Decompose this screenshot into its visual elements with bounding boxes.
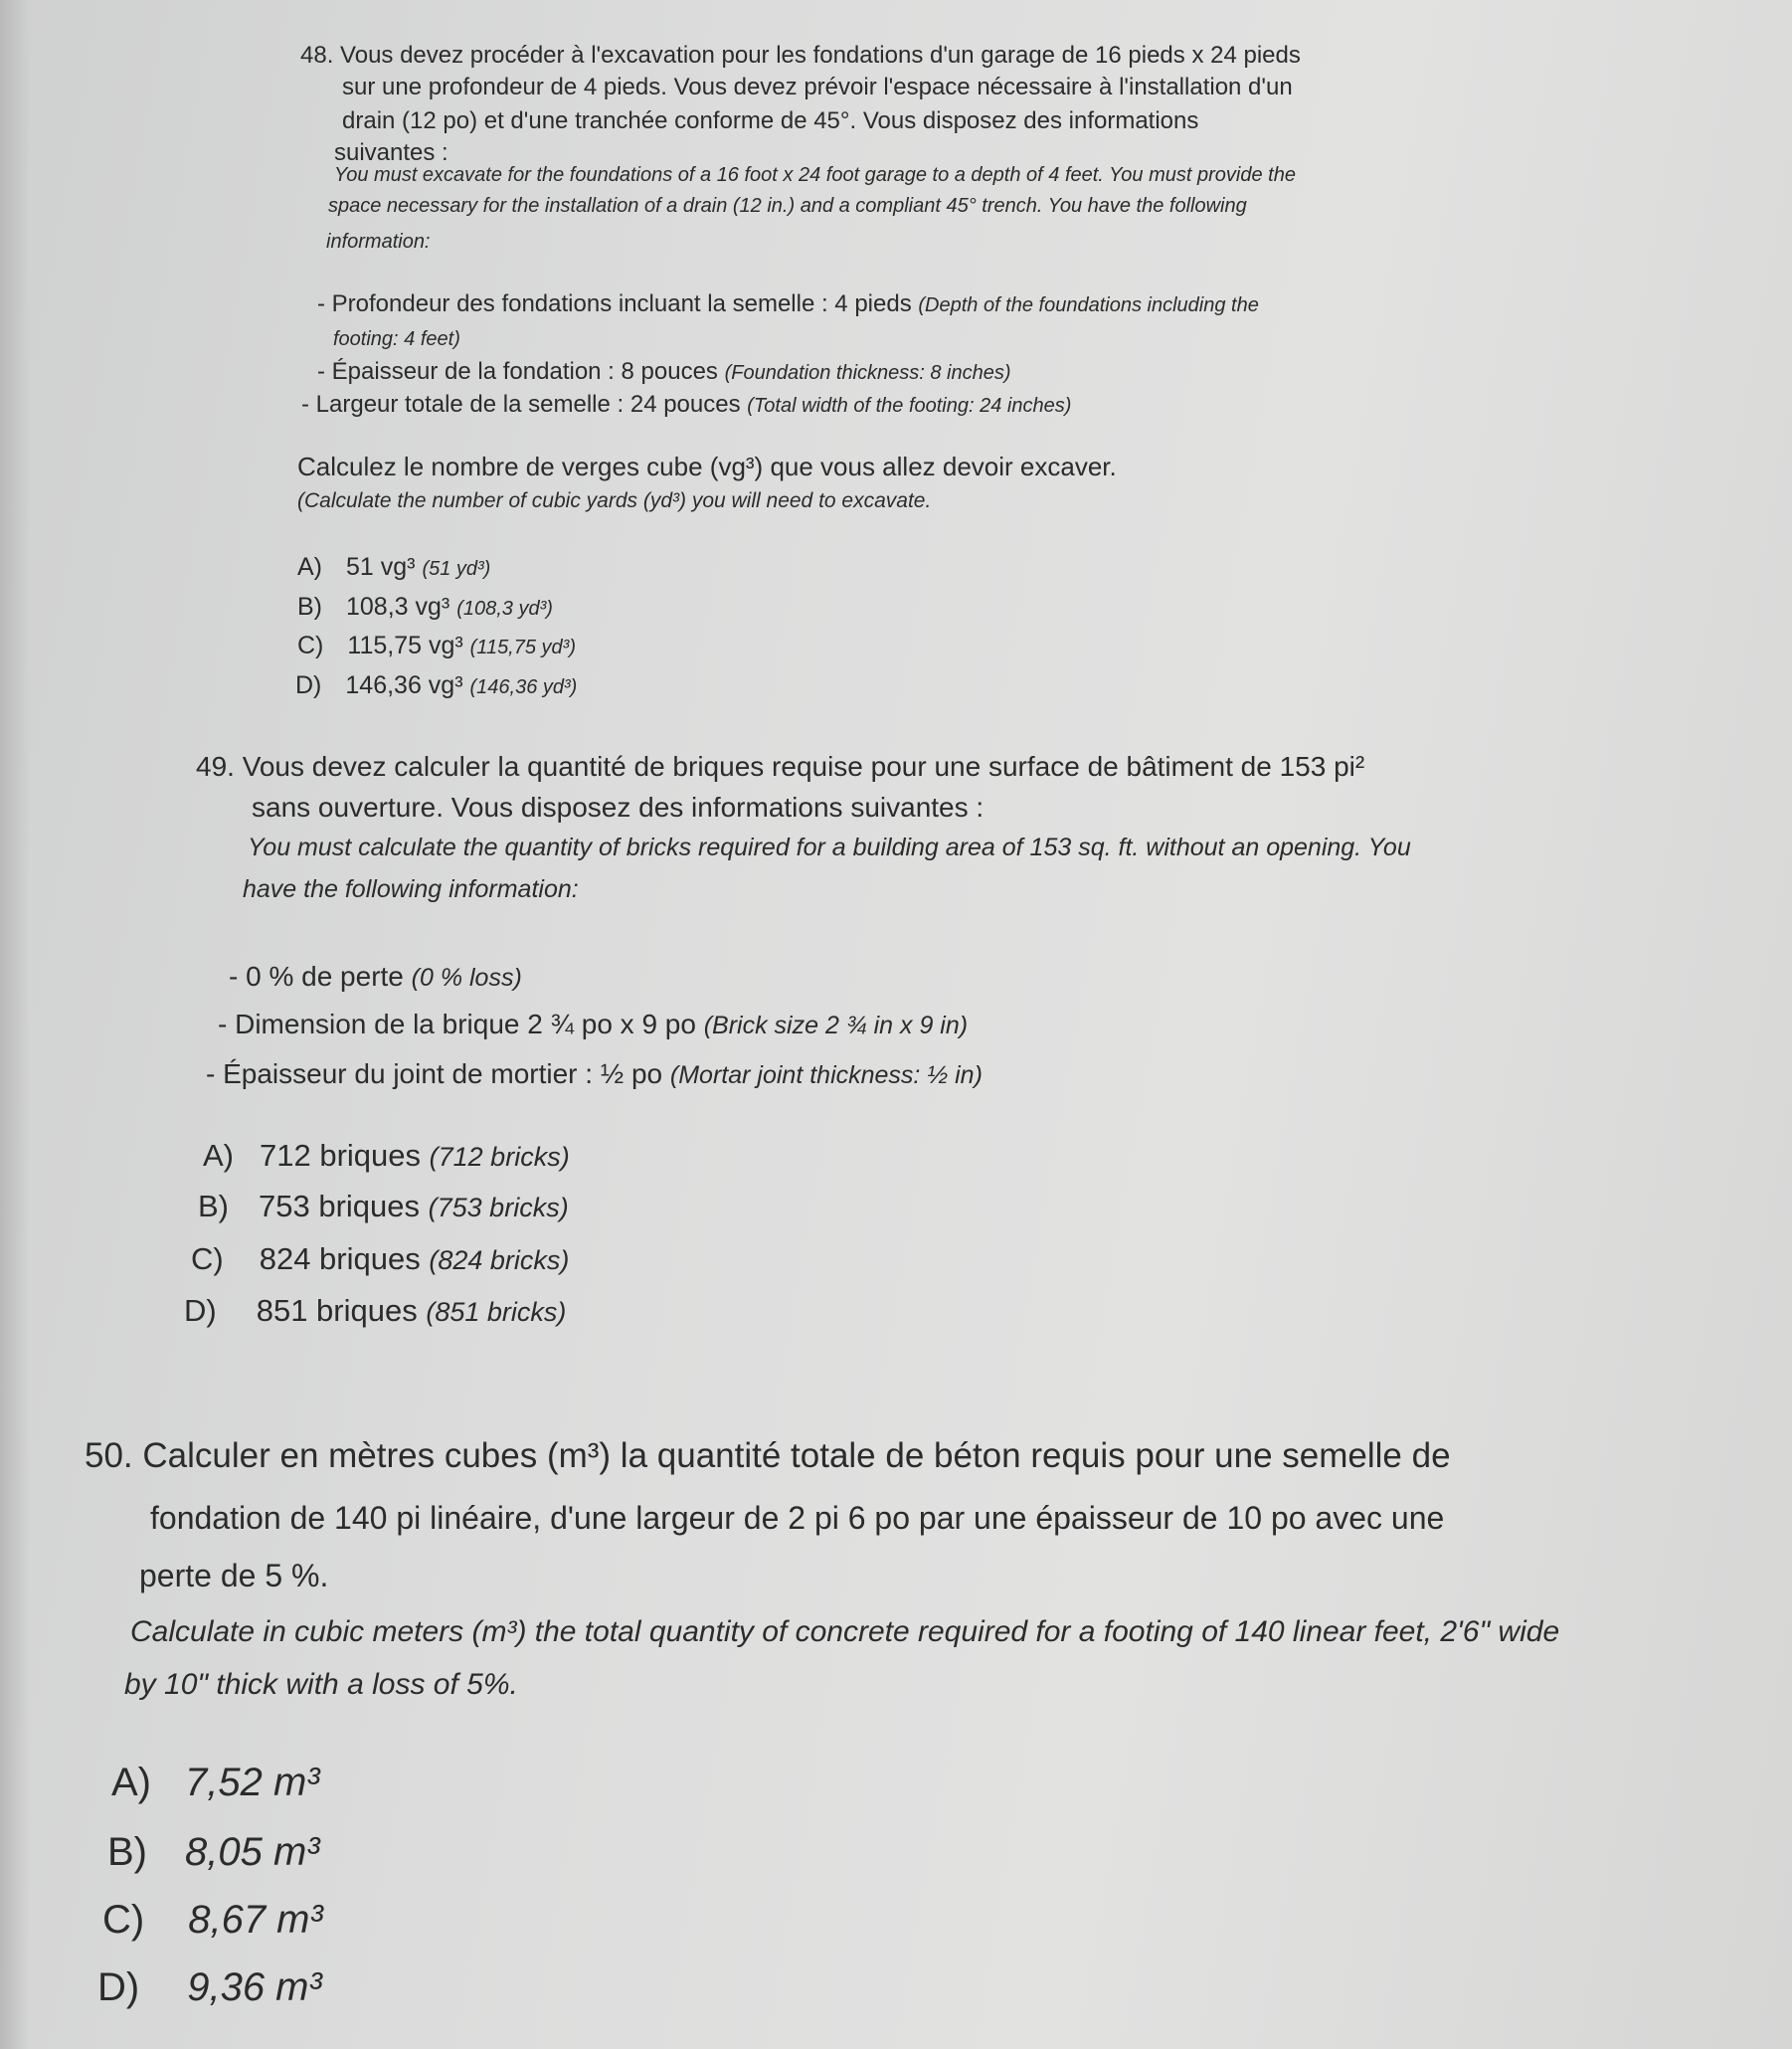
info-fr: - Profondeur des fondations incluant la semelle : 4 pieds	[317, 290, 919, 317]
option-letter: A)	[297, 553, 322, 581]
q48-option-c[interactable]	[297, 632, 576, 660]
info-fr: - Épaisseur de la fondation : 8 pouces	[317, 358, 725, 385]
q49-text-line: 49. Vous devez calculer la quantité de briques requise pour une surface de bâtiment de 153 pi²	[196, 751, 1365, 782]
option-value: 51 vg³	[346, 553, 416, 581]
q49-option-d[interactable]	[184, 1293, 566, 1329]
option-en: (753 bricks)	[428, 1193, 569, 1222]
q49-info-loss	[229, 961, 522, 993]
option-letter: D)	[295, 671, 322, 699]
q48-info-depth-cont: footing: 4 feet)	[333, 328, 460, 350]
q50-option-c[interactable]	[102, 1898, 323, 1943]
q50-option-a[interactable]	[111, 1761, 320, 1805]
q49-english-line: have the following information:	[243, 875, 579, 903]
q48-question: Calculez le nombre de verges cube (vg³) que vous allez devoir excaver.	[297, 452, 1117, 481]
option-value: 9,36 m³	[187, 1965, 322, 2009]
info-fr: - 0 % de perte	[229, 961, 412, 992]
option-en: (146,36 yd³)	[469, 676, 578, 698]
option-letter: B)	[107, 1830, 147, 1874]
option-letter: A)	[111, 1761, 151, 1804]
option-value: 851 briques	[256, 1293, 418, 1328]
option-en: (851 bricks)	[426, 1297, 567, 1327]
option-letter: D)	[184, 1293, 217, 1328]
q48-english-line: information:	[326, 231, 431, 253]
option-en: (108,3 yd³)	[456, 598, 553, 620]
option-value: 108,3 vg³	[346, 593, 450, 621]
q49-english-line: You must calculate the quantity of bricks required for a building area of 153 sq. ft. without an opening. You	[248, 834, 1411, 861]
option-value: 8,67 m³	[188, 1898, 323, 1942]
q50-text-line: perte de 5 %.	[139, 1558, 329, 1593]
info-en: (Total width of the footing: 24 inches)	[747, 395, 1072, 417]
q48-text-line: drain (12 po) et d'une tranchée conforme de 45°. Vous disposez des informations	[342, 107, 1199, 134]
info-fr: - Épaisseur du joint de mortier : ½ po	[206, 1058, 670, 1089]
option-value: 146,36 vg³	[345, 671, 463, 699]
option-value: 7,52 m³	[185, 1761, 320, 1804]
option-value: 824 briques	[259, 1241, 421, 1276]
info-en: (Mortar joint thickness: ½ in)	[669, 1061, 983, 1089]
info-fr: - Largeur totale de la semelle : 24 pouces	[301, 391, 748, 418]
q49-text-line: sans ouverture. Vous disposez des informations suivantes :	[252, 792, 985, 823]
q48-text-line: 48. Vous devez procéder à l'excavation pour les fondations d'un garage de 16 pieds x 24 pieds	[300, 42, 1301, 69]
option-letter: B)	[198, 1189, 229, 1223]
q48-info-width	[301, 391, 1071, 419]
option-en: (51 yd³)	[422, 558, 491, 580]
q50-english-line: Calculate in cubic meters (m³) the total quantity of concrete required for a footing of 140 linear feet, 2'6" wide	[130, 1615, 1560, 1648]
q48-info-thickness	[317, 358, 1011, 386]
q48-option-d[interactable]	[295, 671, 577, 700]
option-letter: B)	[297, 593, 322, 621]
q48-option-a[interactable]	[297, 553, 490, 582]
info-en: (Brick size 2 ¾ in x 9 in)	[703, 1012, 969, 1039]
q49-option-b[interactable]	[198, 1189, 569, 1224]
q48-text-line: sur une profondeur de 4 pieds. Vous devez prévoir l'espace nécessaire à l'installation d'un	[342, 74, 1293, 100]
option-en: (824 bricks)	[429, 1245, 570, 1275]
option-value: 753 briques	[259, 1189, 421, 1223]
option-value: 115,75 vg³	[347, 632, 463, 659]
q50-english-line: by 10" thick with a loss of 5%.	[124, 1668, 518, 1701]
option-en: (115,75 yd³)	[469, 637, 576, 658]
option-letter: C)	[191, 1241, 224, 1276]
option-letter: A)	[203, 1138, 234, 1173]
info-en: (Depth of the foundations including the	[918, 294, 1259, 316]
option-value: 712 briques	[260, 1138, 422, 1173]
q48-english-line: You must excavate for the foundations of a 16 foot x 24 foot garage to a depth of 4 feet. You must provide the	[334, 164, 1296, 186]
q50-text-line: fondation de 140 pi linéaire, d'une largeur de 2 pi 6 po par une épaisseur de 10 po avec une	[150, 1500, 1445, 1536]
option-en: (712 bricks)	[429, 1142, 570, 1172]
q49-info-brick-size	[218, 1009, 968, 1040]
q49-info-joint	[206, 1058, 983, 1090]
option-letter: C)	[102, 1898, 145, 1942]
q50-text-line: 50. Calculer en mètres cubes (m³) la quantité totale de béton requis pour une semelle de	[85, 1436, 1451, 1475]
option-letter: C)	[297, 632, 324, 659]
info-en: (0 % loss)	[411, 964, 522, 992]
q48-option-b[interactable]	[297, 593, 553, 622]
q50-option-d[interactable]	[97, 1965, 322, 2010]
info-en: (Foundation thickness: 8 inches)	[724, 362, 1011, 384]
q48-text-line: suivantes :	[334, 139, 448, 166]
paper-shadow	[0, 0, 30, 2049]
q49-option-c[interactable]	[191, 1241, 569, 1277]
q49-option-a[interactable]	[203, 1138, 570, 1174]
q48-question-en: (Calculate the number of cubic yards (yd³) you will need to excavate.	[297, 489, 932, 512]
option-letter: D)	[97, 1965, 140, 2009]
q48-info-depth	[317, 290, 1259, 318]
q50-option-b[interactable]	[107, 1830, 320, 1875]
option-value: 8,05 m³	[185, 1830, 320, 1874]
info-fr: - Dimension de la brique 2 ¾ po x 9 po	[218, 1009, 704, 1039]
q48-english-line: space necessary for the installation of a drain (12 in.) and a compliant 45° trench. You have the following	[328, 195, 1247, 217]
